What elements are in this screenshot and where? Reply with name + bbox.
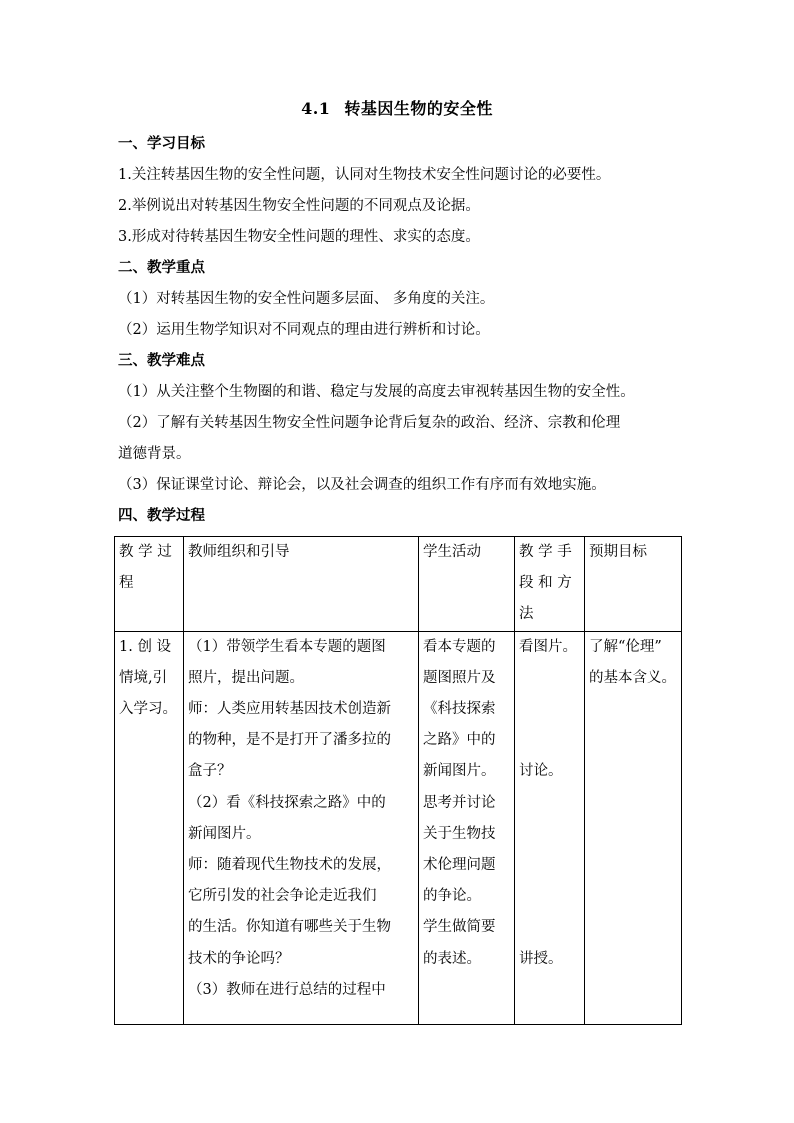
header-method-line: 教 学 手 <box>519 544 572 560</box>
cell-goal <box>585 631 682 1024</box>
student-line: 术伦理问题 <box>423 857 496 874</box>
teacher-line: 新闻图片。 <box>188 825 261 842</box>
teacher-line: 它所引发的社会争论走近我们 <box>188 888 377 905</box>
header-teacher-line: 教师组织和引导 <box>188 544 290 560</box>
header-goal-line: 预期目标 <box>589 544 647 560</box>
header-stage-line: 教 学 过 <box>119 544 172 560</box>
header-stage-line: 程 <box>119 575 134 592</box>
section-heading-difficulties: 三、教学难点 <box>118 352 205 369</box>
spacer <box>519 850 580 881</box>
stage-line: 1. 创 设 <box>119 638 172 655</box>
page-title <box>0 96 794 119</box>
title-text: 转基因生物的安全性 <box>344 99 493 118</box>
cell-method <box>515 631 585 1024</box>
key-point-item: （2）运用生物学知识对不同观点的理由进行辨析和讨论。 <box>118 322 490 338</box>
objective-item: 2.举例说出对转基因生物安全性问题的不同观点及论据。 <box>118 198 480 214</box>
student-line: 的表述。 <box>423 950 481 967</box>
teacher-line: 技术的争论吗？ <box>188 950 290 967</box>
header-stage <box>115 537 184 632</box>
difficulty-item: （2）了解有关转基因生物安全性问题争论背后复杂的政治、经济、宗教和伦理 <box>118 415 621 431</box>
difficulty-item-continued: 道德背景。 <box>118 446 191 462</box>
spacer <box>519 663 580 694</box>
section-heading-process: 四、教学过程 <box>118 507 205 524</box>
table-header-row <box>115 537 682 632</box>
student-line: 看本专题的 <box>423 638 496 655</box>
teacher-line: 的物种，是不是打开了潘多拉的 <box>188 732 391 749</box>
title-number: 4.1 <box>301 99 331 118</box>
student-line: 学生做简要 <box>423 919 496 936</box>
objective-item: 1.关注转基因生物的安全性问题，认同对生物技术安全性问题讨论的必要性。 <box>118 167 611 183</box>
teacher-line: 照片，提出问题。 <box>188 669 304 686</box>
header-method-line: 段 和 方 <box>519 575 572 592</box>
teacher-line: （2）看《科技探索之路》中的 <box>188 794 386 811</box>
teacher-line: （3）教师在进行总结的过程中 <box>188 981 386 998</box>
teacher-line: 师：随着现代生物技术的发展， <box>188 857 391 874</box>
cell-teacher <box>184 631 419 1024</box>
spacer <box>519 912 580 943</box>
student-line: 关于生物技 <box>423 825 496 842</box>
key-point-item: （1）对转基因生物的安全性问题多层面、 多角度的关注。 <box>118 291 495 307</box>
cell-stage <box>115 631 184 1024</box>
table-row <box>115 631 682 1024</box>
difficulty-item: （3）保证课堂讨论、辩论会，以及社会调查的组织工作有序而有效地实施。 <box>118 477 606 493</box>
method-line: 讨论。 <box>519 763 563 780</box>
teaching-process-table <box>114 536 682 1025</box>
section-heading-objectives: 一、学习目标 <box>118 135 205 152</box>
spacer <box>519 881 580 912</box>
teacher-line: （1）带领学生看本专题的题图 <box>188 638 386 655</box>
goal-line: 的基本含义。 <box>589 669 676 686</box>
header-student <box>419 537 515 632</box>
header-student-line: 学生活动 <box>423 544 481 560</box>
header-method-line: 法 <box>519 606 534 623</box>
teacher-line: 的生活。你知道有哪些关于生物 <box>188 919 391 936</box>
section-heading-key-points: 二、教学重点 <box>118 259 205 276</box>
teacher-line: 师：人类应用转基因技术创造新 <box>188 701 391 718</box>
stage-line: 入学习。 <box>119 701 177 718</box>
student-line: 思考并讨论 <box>423 794 496 811</box>
student-line: 题图照片及 <box>423 669 496 686</box>
method-line: 看图片。 <box>519 638 577 655</box>
header-teacher <box>184 537 419 632</box>
header-method <box>515 537 585 632</box>
teacher-line: 盒子？ <box>188 763 232 780</box>
method-line: 讲授。 <box>519 950 563 967</box>
objective-item: 3.形成对待转基因生物安全性问题的理性、求实的态度。 <box>118 229 480 245</box>
spacer <box>519 819 580 850</box>
spacer <box>519 694 580 725</box>
header-goal <box>585 537 682 632</box>
student-line: 《科技探索 <box>423 701 496 718</box>
difficulty-item: （1）从关注整个生物圈的和谐、稳定与发展的高度去审视转基因生物的安全性。 <box>118 384 635 400</box>
cell-student <box>419 631 515 1024</box>
spacer <box>519 788 580 819</box>
student-line: 之路》中的 <box>423 732 496 749</box>
spacer <box>519 725 580 756</box>
student-line: 新闻图片。 <box>423 763 496 780</box>
goal-line: 了解“伦理” <box>589 638 662 655</box>
student-line: 的争论。 <box>423 888 481 905</box>
stage-line: 情境,引 <box>119 669 168 686</box>
